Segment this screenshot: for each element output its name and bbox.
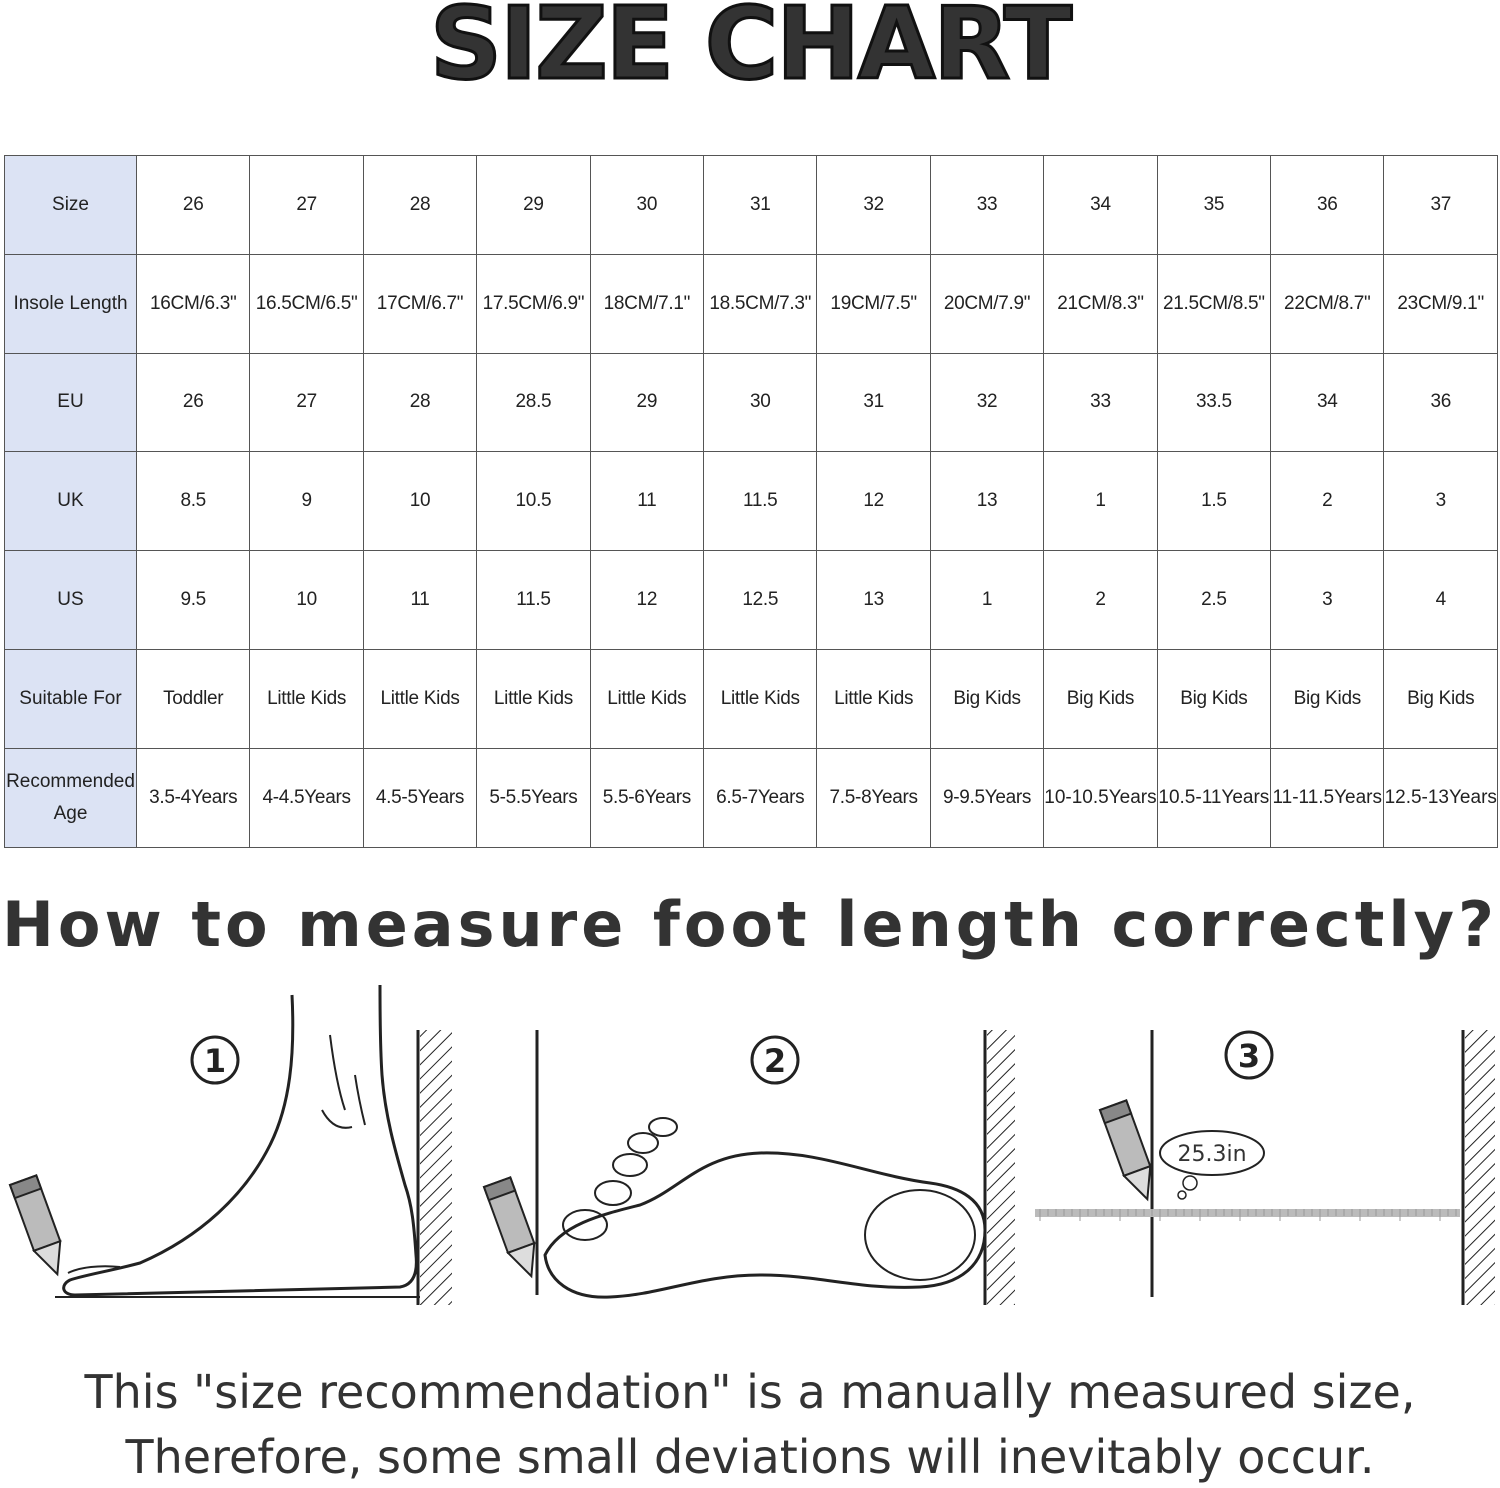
step1-number: 1 <box>203 1042 227 1080</box>
table-row <box>5 649 1498 748</box>
table-cell: 6.5-7Years <box>704 748 817 847</box>
table-cell: 2.5 <box>1157 551 1270 650</box>
table-row <box>5 156 1498 255</box>
table-cell: 18.5CM/7.3" <box>704 254 817 353</box>
table-cell: 16.5CM/6.5" <box>250 254 363 353</box>
table-cell: Little Kids <box>817 649 930 748</box>
table-cell: 33 <box>930 156 1043 255</box>
table-cell: 3 <box>1384 452 1498 551</box>
table-cell: 3 <box>1271 551 1384 650</box>
table-cell: 11.5 <box>477 551 590 650</box>
table-cell: Little Kids <box>704 649 817 748</box>
table-cell: 10.5-11Years <box>1157 748 1270 847</box>
table-cell: 4-4.5Years <box>250 748 363 847</box>
table-cell: 5-5.5Years <box>477 748 590 847</box>
table-cell: 37 <box>1384 156 1498 255</box>
step1-foot-side-view <box>10 985 452 1305</box>
table-cell: 11 <box>590 452 703 551</box>
table-cell: Big Kids <box>1044 649 1157 748</box>
table-cell: 29 <box>477 156 590 255</box>
table-cell: 21.5CM/8.5" <box>1157 254 1270 353</box>
row-header: Suitable For <box>5 649 137 748</box>
table-cell: 36 <box>1384 353 1498 452</box>
table-cell: 21CM/8.3" <box>1044 254 1157 353</box>
table-cell: 10 <box>363 452 476 551</box>
table-cell: 30 <box>590 156 703 255</box>
table-cell: 32 <box>817 156 930 255</box>
table-cell: 33.5 <box>1157 353 1270 452</box>
table-cell: 30 <box>704 353 817 452</box>
table-cell: 4.5-5Years <box>363 748 476 847</box>
note-line-2: Therefore, some small deviations will inevitably occur. <box>125 1430 1375 1484</box>
table-cell: 2 <box>1044 551 1157 650</box>
table-cell: 10 <box>250 551 363 650</box>
table-cell: 34 <box>1044 156 1157 255</box>
table-cell: 12.5 <box>704 551 817 650</box>
table-row <box>5 551 1498 650</box>
row-header: Size <box>5 156 137 255</box>
table-cell: Little Kids <box>477 649 590 748</box>
table-cell: 13 <box>817 551 930 650</box>
row-header: Insole Length <box>5 254 137 353</box>
row-header: US <box>5 551 137 650</box>
table-cell: 12 <box>817 452 930 551</box>
table-cell: 12 <box>590 551 703 650</box>
table-cell: 36 <box>1271 156 1384 255</box>
measurement-illustration <box>0 975 1500 1315</box>
table-cell: 11-11.5Years <box>1271 748 1384 847</box>
table-cell: 27 <box>250 156 363 255</box>
row-header: Recommended Age <box>5 748 137 847</box>
step3-ruler-measure <box>1035 1030 1495 1305</box>
table-cell: 12.5-13Years <box>1384 748 1498 847</box>
table-row <box>5 452 1498 551</box>
table-cell: 10.5 <box>477 452 590 551</box>
row-header: EU <box>5 353 137 452</box>
table-cell: Toddler <box>137 649 250 748</box>
table-cell: 35 <box>1157 156 1270 255</box>
table-cell: 17.5CM/6.9" <box>477 254 590 353</box>
table-cell: 1 <box>1044 452 1157 551</box>
step2-number: 2 <box>763 1042 787 1080</box>
table-cell: 1.5 <box>1157 452 1270 551</box>
measure-heading: How to measure foot length correctly? <box>1 888 1499 961</box>
table-cell: Little Kids <box>250 649 363 748</box>
table-row <box>5 748 1498 847</box>
table-cell: 5.5-6Years <box>590 748 703 847</box>
row-header: UK <box>5 452 137 551</box>
table-cell: 33 <box>1044 353 1157 452</box>
table-cell: 16CM/6.3" <box>137 254 250 353</box>
table-cell: Big Kids <box>1384 649 1498 748</box>
table-row <box>5 254 1498 353</box>
table-cell: 11.5 <box>704 452 817 551</box>
step2-foot-top-view <box>484 1030 1015 1305</box>
table-cell: 19CM/7.5" <box>817 254 930 353</box>
measurement-bubble: 25.3in <box>1177 1142 1247 1167</box>
table-cell: 26 <box>137 156 250 255</box>
note-line-1: This "size recommendation" is a manually measured size, <box>84 1365 1416 1419</box>
table-cell: 34 <box>1271 353 1384 452</box>
table-cell: 4 <box>1384 551 1498 650</box>
table-cell: 8.5 <box>137 452 250 551</box>
table-cell: 9-9.5Years <box>930 748 1043 847</box>
step3-number: 3 <box>1237 1037 1261 1075</box>
table-cell: 7.5-8Years <box>817 748 930 847</box>
table-cell: 31 <box>817 353 930 452</box>
table-cell: 10-10.5Years <box>1044 748 1157 847</box>
table-cell: 13 <box>930 452 1043 551</box>
table-cell: 18CM/7.1" <box>590 254 703 353</box>
table-cell: 27 <box>250 353 363 452</box>
table-cell: 9 <box>250 452 363 551</box>
table-cell: Big Kids <box>1157 649 1270 748</box>
table-cell: 20CM/7.9" <box>930 254 1043 353</box>
table-cell: 22CM/8.7" <box>1271 254 1384 353</box>
table-cell: 2 <box>1271 452 1384 551</box>
table-cell: 26 <box>137 353 250 452</box>
table-cell: 32 <box>930 353 1043 452</box>
table-cell: 9.5 <box>137 551 250 650</box>
table-cell: 28 <box>363 156 476 255</box>
size-table <box>4 155 1498 848</box>
table-cell: 11 <box>363 551 476 650</box>
table-cell: Big Kids <box>1271 649 1384 748</box>
table-cell: 1 <box>930 551 1043 650</box>
table-cell: 31 <box>704 156 817 255</box>
table-cell: 29 <box>590 353 703 452</box>
table-cell: Little Kids <box>590 649 703 748</box>
table-cell: Little Kids <box>363 649 476 748</box>
table-cell: 23CM/9.1'' <box>1384 254 1498 353</box>
size-chart-title: SIZE CHART <box>429 0 1071 102</box>
table-cell: 28 <box>363 353 476 452</box>
table-cell: 28.5 <box>477 353 590 452</box>
table-cell: 17CM/6.7" <box>363 254 476 353</box>
table-row <box>5 353 1498 452</box>
table-cell: Big Kids <box>930 649 1043 748</box>
table-cell: 3.5-4Years <box>137 748 250 847</box>
